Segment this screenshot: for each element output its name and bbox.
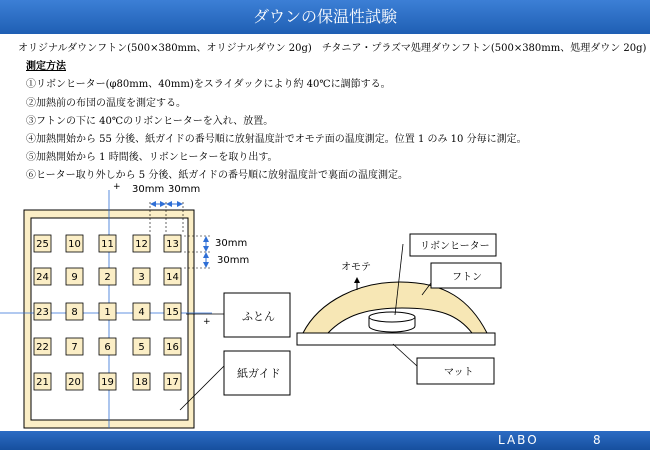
dim-label-v1: 30mm xyxy=(215,238,248,249)
grid-number: 9 xyxy=(71,272,78,283)
grid-number: 20 xyxy=(68,377,81,388)
grid-number: 13 xyxy=(166,239,179,250)
futon-label: ふとん xyxy=(242,310,275,323)
grid-number: 23 xyxy=(36,307,49,318)
grid-number: 18 xyxy=(135,377,148,388)
method-step-1: ①リボンヒーター(φ80mm、40mm)をスライダックにより約 40℃に調節する。 xyxy=(26,79,391,90)
grid-number: 8 xyxy=(71,307,78,318)
mat-leader-line xyxy=(393,344,417,366)
method-step-6: ⑥ヒーター取り外しから 5 分後、紙ガイドの番号順に放射温度計で裏面の温度測定。 xyxy=(26,170,409,181)
grid-number: 17 xyxy=(166,377,179,388)
grid-number: 2 xyxy=(104,272,111,283)
grid-number: 22 xyxy=(36,342,49,353)
method-step-5: ⑤加熱開始から 1 時間後、リボンヒーターを取り出す。 xyxy=(26,152,278,163)
grid-number: 10 xyxy=(68,239,81,250)
ribbon-heater-label: リボンヒーター xyxy=(420,241,490,252)
grid-number: 1 xyxy=(104,307,111,318)
method-step-3: ③フトンの下に 40℃のリボンヒーターを入れ、放置。 xyxy=(26,116,274,127)
mat-label: マット xyxy=(444,367,474,378)
mat-base xyxy=(297,333,495,345)
page-title: ダウンの保温性試験 xyxy=(252,7,397,26)
grid-number: 19 xyxy=(101,377,114,388)
grid-number: 6 xyxy=(104,342,111,353)
method-title: 測定方法 xyxy=(26,61,66,72)
omote-label: オモテ xyxy=(341,262,371,273)
grid-number: 14 xyxy=(166,272,179,283)
footer-bar xyxy=(0,431,650,450)
dim-label-h2: 30mm xyxy=(168,184,201,195)
grid-number: 25 xyxy=(36,239,49,250)
grid-number: 15 xyxy=(166,307,179,318)
heater-top xyxy=(369,312,415,322)
subtitle: オリジナルダウンフトン(500×380mm、オリジナルダウン 20g) チタニア・プラズマ処理ダウンフトン(500×380mm、処理ダウン 20g) xyxy=(18,43,647,54)
grid-number: 11 xyxy=(101,239,114,250)
grid-number: 21 xyxy=(36,377,49,388)
plus-mark-top: + xyxy=(113,182,121,192)
page-number: 8 xyxy=(593,433,601,447)
grid-number: 16 xyxy=(166,342,179,353)
grid-number: 5 xyxy=(138,342,145,353)
method-step-4: ④加熱開始から 55 分後、紙ガイドの番号順に放射温度計でオモテ面の温度測定。位置 1 のみ 10 分毎に測定。 xyxy=(26,134,527,145)
footer-labo: LABO xyxy=(498,433,539,447)
futon-cross-label: フトン xyxy=(452,272,482,283)
method-step-2: ②加熱前の布団の温度を測定する。 xyxy=(26,98,186,109)
plus-mark-right: + xyxy=(203,317,211,327)
dim-label-v2: 30mm xyxy=(217,255,250,266)
grid-number: 3 xyxy=(138,272,145,283)
paper-guide-label: 紙ガイド xyxy=(237,367,281,380)
grid-number: 24 xyxy=(36,272,49,283)
dim-label-h1: 30mm xyxy=(132,184,165,195)
grid-number: 12 xyxy=(135,239,148,250)
grid-number: 7 xyxy=(71,342,78,353)
grid-number: 4 xyxy=(138,307,145,318)
